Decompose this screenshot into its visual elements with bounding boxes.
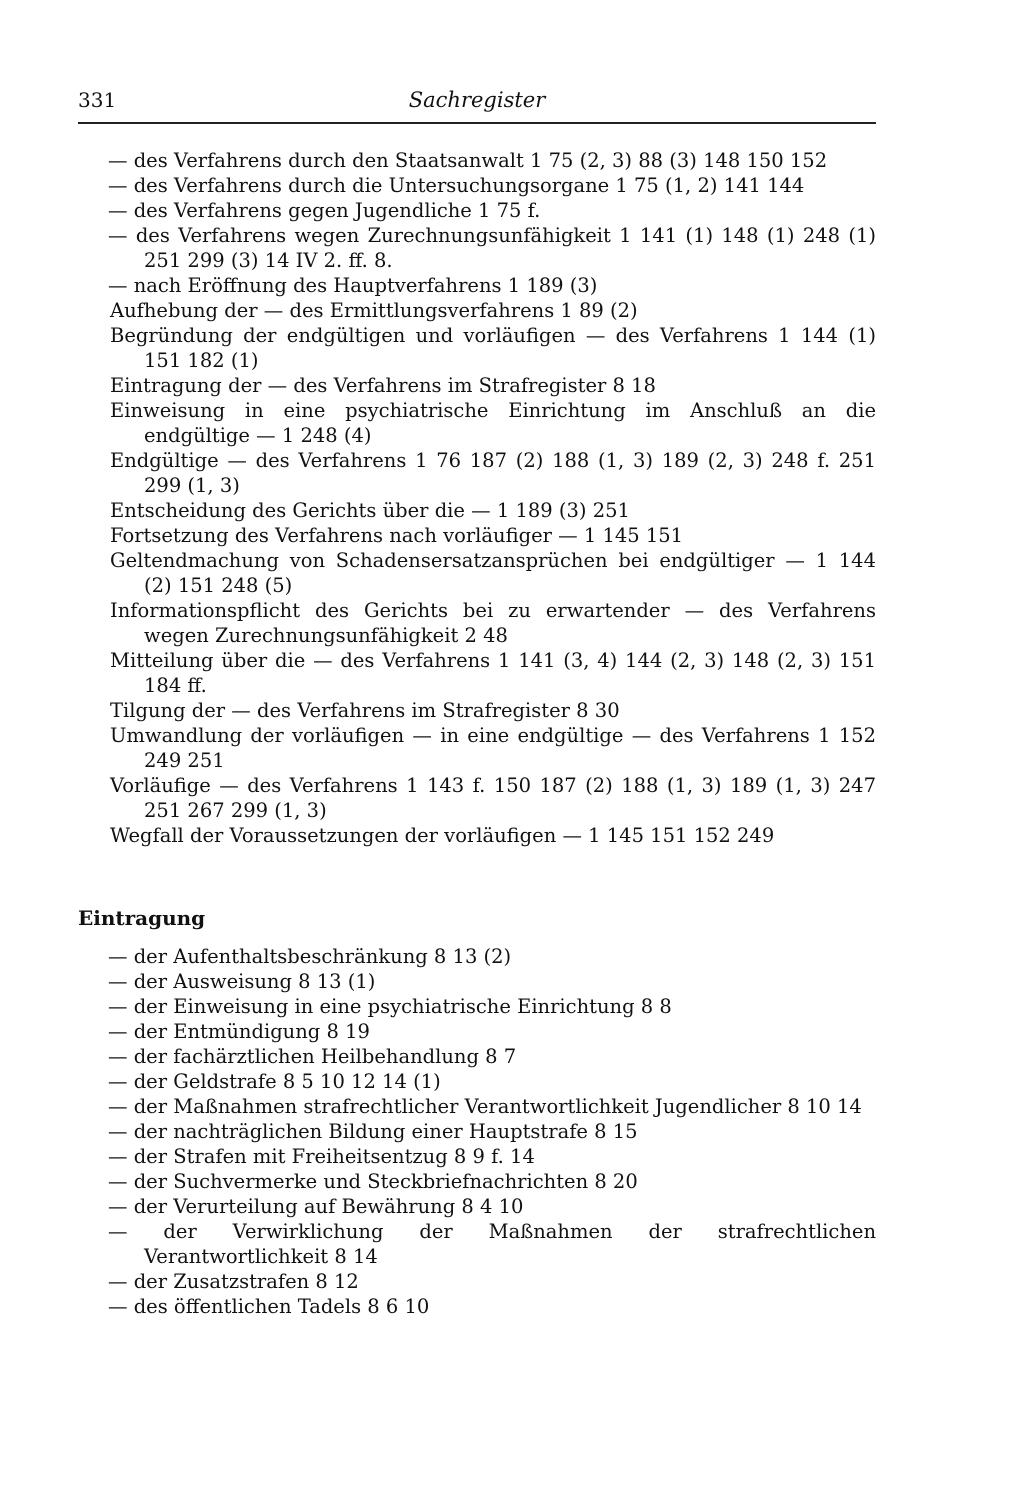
page-header: [78, 86, 876, 124]
index-entry: — des Verfahrens wegen Zurechnungsunfähigkeit 1 141 (1) 148 (1) 248 (1) 251 299 (3) 14 IV 2. ff. 8.: [108, 224, 876, 272]
index-entry: Endgültige — des Verfahrens 1 76 187 (2) 188 (1, 3) 189 (2, 3) 248 f. 251 299 (1, 3): [110, 449, 876, 497]
index-entry: Begründung der endgültigen und vorläufigen — des Verfahrens 1 144 (1) 151 182 (1): [110, 324, 876, 372]
index-entry: — der Verurteilung auf Bewährung 8 4 10: [108, 1195, 524, 1218]
index-entry: Aufhebung der — des Ermittlungsverfahrens 1 89 (2): [110, 299, 638, 322]
index-entry: — des öffentlichen Tadels 8 6 10: [108, 1295, 430, 1318]
index-entry: — der Geldstrafe 8 5 10 12 14 (1): [108, 1070, 441, 1093]
index-entry: — der Entmündigung 8 19: [108, 1020, 370, 1043]
index-heading-eintragung: Eintragung: [78, 906, 206, 930]
index-entry: Wegfall der Voraussetzungen der vorläufigen — 1 145 151 152 249: [110, 824, 775, 847]
index-entry: — der Zusatzstrafen 8 12: [108, 1270, 359, 1293]
index-entry: — der Aufenthaltsbeschränkung 8 13 (2): [108, 945, 512, 968]
index-entry: Fortsetzung des Verfahrens nach vorläufiger — 1 145 151: [110, 524, 684, 547]
index-entry: — der Einweisung in eine psychiatrische Einrichtung 8 8: [108, 995, 672, 1018]
page-number: 331: [78, 88, 117, 112]
index-entry: Umwandlung der vorläufigen — in eine endgültige — des Verfahrens 1 152 249 251: [110, 724, 876, 772]
index-entry: — nach Eröffnung des Hauptverfahrens 1 189 (3): [108, 274, 598, 297]
index-entry: Tilgung der — des Verfahrens im Strafregister 8 30: [110, 699, 620, 722]
index-entry: Informationspflicht des Gerichts bei zu erwartender — des Verfahrens wegen Zurechnungsunfähigkeit 2 48: [110, 599, 876, 647]
index-entry: — der Verwirklichung der Maßnahmen der strafrechtlichen Verantwortlichkeit 8 14: [108, 1220, 876, 1268]
index-entry: — des Verfahrens durch den Staatsanwalt 1 75 (2, 3) 88 (3) 148 150 152: [108, 149, 828, 172]
index-entry: — der Maßnahmen strafrechtlicher Verantwortlichkeit Jugendlicher 8 10 14: [108, 1095, 862, 1118]
index-entry: Mitteilung über die — des Verfahrens 1 141 (3, 4) 144 (2, 3) 148 (2, 3) 151 184 ff.: [110, 649, 876, 697]
index-entry: Eintragung der — des Verfahrens im Strafregister 8 18: [110, 374, 656, 397]
index-entry: — der Strafen mit Freiheitsentzug 8 9 f. 14: [108, 1145, 535, 1168]
index-section-eintragung: [78, 944, 876, 1319]
index-section-continued: [78, 148, 876, 848]
index-entry: — der Suchvermerke und Steckbriefnachrichten 8 20: [108, 1170, 638, 1193]
index-entry: — der fachärztlichen Heilbehandlung 8 7: [108, 1045, 517, 1068]
index-entry: Vorläufige — des Verfahrens 1 143 f. 150 187 (2) 188 (1, 3) 189 (1, 3) 247 251 267 299 (1, 3): [110, 774, 876, 822]
running-head-title: Sachregister: [408, 88, 546, 112]
index-entry: Entscheidung des Gerichts über die — 1 189 (3) 251: [110, 499, 630, 522]
index-entry: — der Ausweisung 8 13 (1): [108, 970, 376, 993]
index-entry: — der nachträglichen Bildung einer Hauptstrafe 8 15: [108, 1120, 638, 1143]
index-entry: — des Verfahrens gegen Jugendliche 1 75 f.: [108, 199, 541, 222]
index-entry: — des Verfahrens durch die Untersuchungsorgane 1 75 (1, 2) 141 144: [108, 174, 805, 197]
index-entry: Geltendmachung von Schadensersatzansprüchen bei endgültiger — 1 144 (2) 151 248 (5): [110, 549, 876, 597]
index-entry: Einweisung in eine psychiatrische Einrichtung im Anschluß an die endgültige — 1 248 (4): [110, 399, 876, 447]
